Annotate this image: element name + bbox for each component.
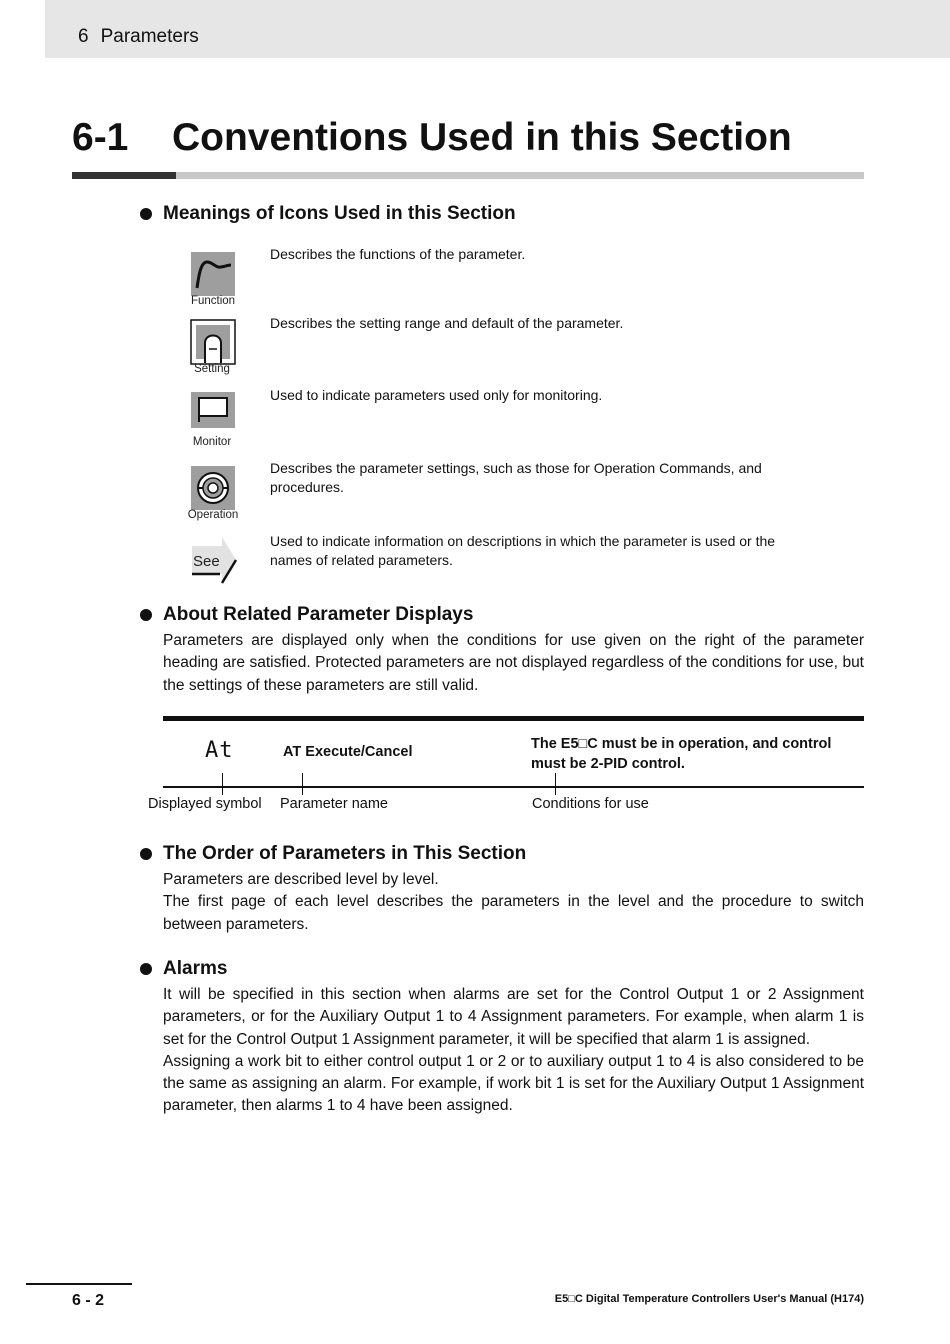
see-icon-label: See bbox=[193, 553, 220, 570]
related-heading: About Related Parameter Displays bbox=[140, 604, 473, 626]
symbol-tick bbox=[222, 773, 223, 795]
bullet-icon bbox=[140, 848, 152, 860]
label-parameter-name: Parameter name bbox=[280, 796, 388, 812]
example-top-rule bbox=[163, 716, 864, 721]
function-icon-label: Function bbox=[190, 295, 236, 307]
operation-icon-label: Operation bbox=[187, 509, 239, 521]
section-number: 6-1 bbox=[72, 116, 129, 159]
running-header-text bbox=[78, 26, 199, 48]
alarms-body: It will be specified in this section when alarms are set for the Control Output 1 or 2 Assignment parameters, or for the Auxiliary Output 1 to 4 Assignment parameters. For example, when alarm 1 is set for the Control Output 1 Assignment parameter, it will be specified that alarm 1 is assigned. Assigning a work bit to either control output 1 or 2 or to auxiliary output 1 to 4 is also considered to be the same as assigning an alarm. For example, if work bit 1 is set for the Auxiliary Output 1 Assignment parameter, then alarms 1 to 4 have been assigned. bbox=[163, 986, 864, 1115]
alarms-heading: Alarms bbox=[140, 958, 227, 980]
related-body: Parameters are displayed only when the conditions for use given on the right of the parameter heading are satisfied. Protected parameters are not displayed regardless of the conditions for use, but the settings of these parameters are still valid. bbox=[163, 632, 864, 694]
page-title: Conventions Used in this Section bbox=[172, 116, 792, 159]
setting-desc: Describes the setting range and default of the parameter. bbox=[270, 315, 624, 331]
footer-rule bbox=[26, 1283, 132, 1285]
setting-icon-label: Setting bbox=[194, 363, 230, 375]
cond-tick bbox=[555, 773, 556, 795]
chapter-number: 6 bbox=[78, 26, 89, 47]
monitor-icon-label: Monitor bbox=[192, 436, 232, 448]
operation-icon bbox=[191, 466, 235, 515]
bullet-icon bbox=[140, 208, 152, 220]
monitor-icon bbox=[191, 392, 235, 441]
label-displayed-symbol: Displayed symbol bbox=[148, 796, 262, 812]
order-body: Parameters are described level by level. The first page of each level describes the parameters in the level and the procedure to switch between parameters. bbox=[163, 871, 864, 933]
function-icon bbox=[191, 252, 235, 301]
example-display-symbol: At bbox=[205, 738, 234, 763]
page-number: 6 - 2 bbox=[72, 1292, 105, 1309]
title-rule-dark bbox=[72, 172, 176, 179]
example-condition: The E5□C must be in operation, and control must be 2-PID control. bbox=[531, 736, 832, 772]
bullet-icon bbox=[140, 609, 152, 621]
order-heading: The Order of Parameters in This Section bbox=[140, 843, 526, 865]
title-rule-light bbox=[176, 172, 864, 179]
manual-title: E5□C Digital Temperature Controllers User's Manual (H174) bbox=[554, 1293, 864, 1305]
icons-heading: Meanings of Icons Used in this Section bbox=[140, 203, 516, 225]
example-parameter-name: AT Execute/Cancel bbox=[283, 744, 413, 760]
chapter-title: Parameters bbox=[100, 26, 199, 47]
function-desc: Describes the functions of the parameter. bbox=[270, 246, 526, 262]
label-conditions: Conditions for use bbox=[532, 796, 649, 812]
param-tick bbox=[302, 773, 303, 795]
operation-desc: Describes the parameter settings, such as those for Operation Commands, and procedures. bbox=[270, 460, 762, 495]
see-desc: Used to indicate information on descriptions in which the parameter is used or the names of related parameters. bbox=[270, 533, 776, 568]
example-bottom-rule bbox=[163, 786, 864, 788]
bullet-icon bbox=[140, 963, 152, 975]
monitor-desc: Used to indicate parameters used only for monitoring. bbox=[270, 387, 603, 403]
